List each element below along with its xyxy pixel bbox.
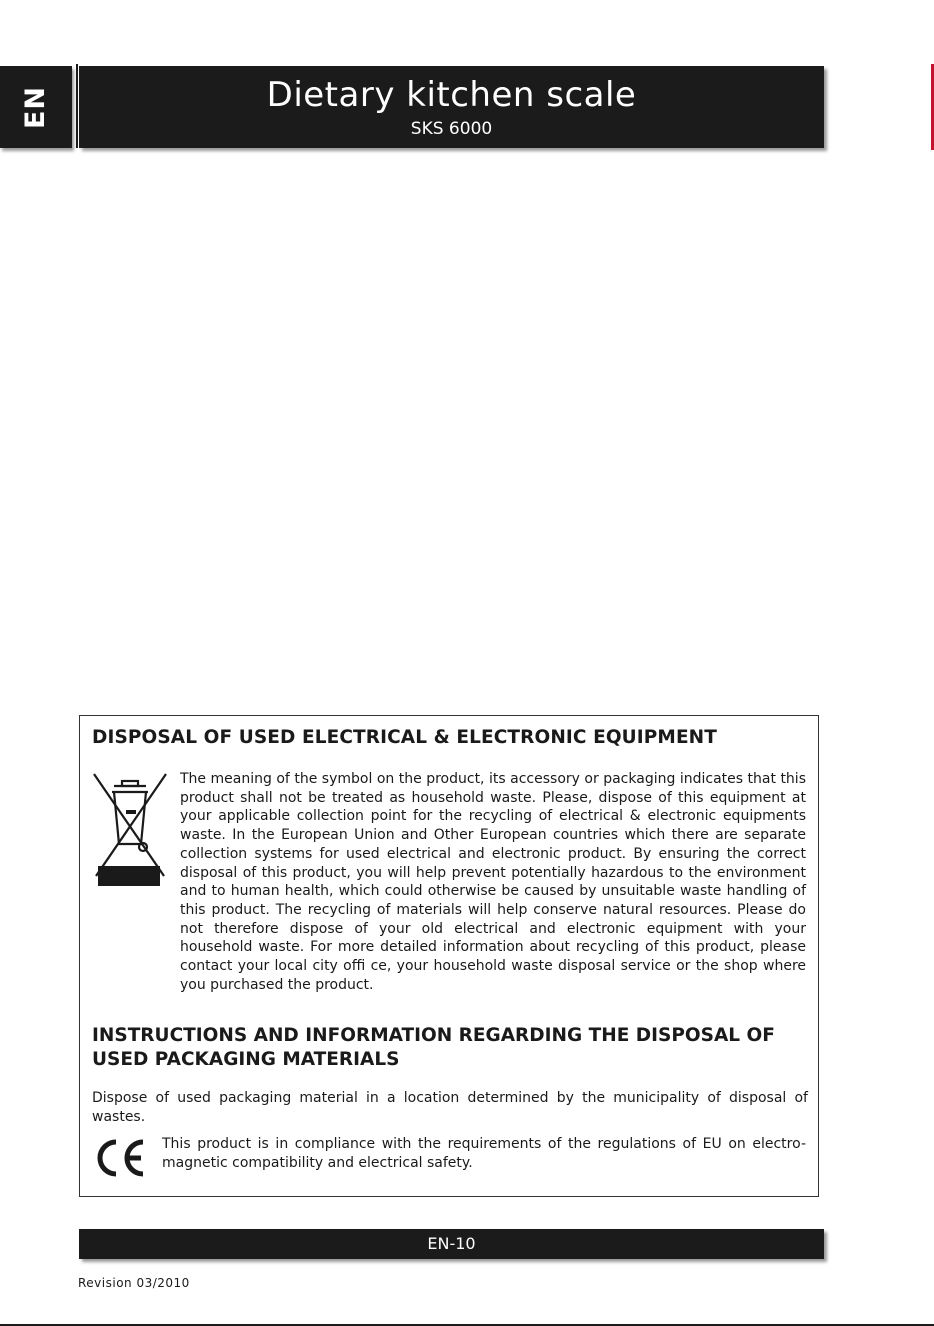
header-divider (76, 64, 78, 148)
disposal-info-box (79, 715, 819, 1197)
crossed-out-wheeled-bin-icon (92, 772, 168, 886)
disposal-heading: DISPOSAL OF USED ELECTRICAL & ELECTRONIC EQUIPMENT (92, 727, 717, 748)
page-title: Dietary kitchen scale (266, 75, 637, 115)
language-tab-label: EN (20, 85, 52, 129)
ce-mark-icon (92, 1137, 148, 1179)
model-number: SKS 6000 (410, 119, 493, 139)
packaging-text: Dispose of used packaging material in a location determined by the municipality of disposal of wastes. (92, 1090, 808, 1125)
language-tab (0, 66, 72, 148)
revision-label: Revision 03/2010 (78, 1276, 190, 1290)
page-header (79, 66, 824, 148)
disposal-text: The meaning of the symbol on the product, its accessory or packaging indicates that this product shall not be treated as household waste. Please, dispose of this equipment at your applicable collection point for the recycling of electrical & electronic equipments waste. In the European Union and Other European countries which there are separate collection systems for used electrical and electronic product. By ensuring the correct disposal of this product, you will help prevent potentially hazardous to the environment and to human health, which could otherwise be caused by unsuitable waste handling of this product. The recycling of materials will help conserve natural resources. Please do not therefore dispose of your old electrical and electronic equipment with your household waste. For more detailed information about recycling of this product, please contact your local city offi ce, your household waste disposal service or the shop where you purchased the product. (180, 771, 806, 993)
packaging-heading: INSTRUCTIONS AND INFORMATION REGARDING THE DISPOSAL OF USED PACKAGING MATERIALS (92, 1025, 775, 1070)
ce-text: This product is in compliance with the requirements of the regulations of EU on electro-magnetic compatibility and electrical safety. (162, 1136, 806, 1171)
page-footer (79, 1229, 824, 1259)
page-number: EN-10 (427, 1234, 476, 1253)
